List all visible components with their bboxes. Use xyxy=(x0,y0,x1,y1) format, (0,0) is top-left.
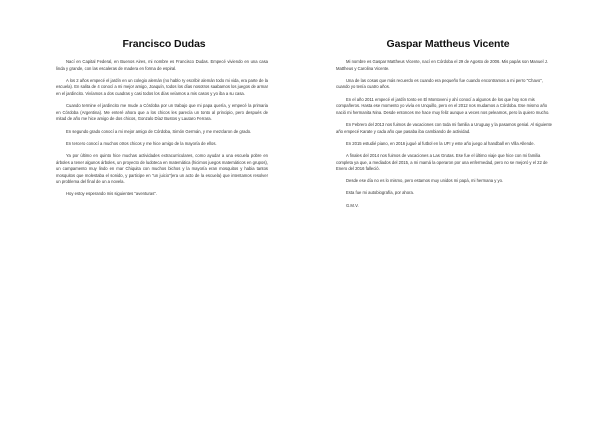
right-paragraph: En el año 2011 empecé el jardín tonto en El Montoveni y ahí conocí a algunos de los que hoy son mis compañeros. Hasta ese momento yo vivía en Unquillo, pero en el 2012 nos mudamos a Córdoba. Ese mismo año nació mi hermanita Nina. Desde entonces me hace muy feliz aunque a veces nos peleamos, pero la quiero mucho. xyxy=(336,96,550,115)
right-paragraph: Mi nombre es Gaspar Mattheus Vicente, nací en Córdoba el 29 de Agosto de 2006. Mis papás son Manuel J. Mattheus y Carolina Vicente. xyxy=(336,59,548,71)
right-column xyxy=(336,38,554,215)
right-title: Gaspar Mattheus Vicente xyxy=(386,38,510,50)
right-paragraph: En Febrero del 2013 nos fuimos de vacaciones con toda mi familia a Uruguay y la pasamos genial. Al siguiente año empecé Karate y cada año que pasaba iba cambiando de actividad. xyxy=(336,121,553,134)
right-paragraph: G.M.V. xyxy=(346,202,359,208)
right-paragraph: Una de las cosas que más recuerdo es cuando era pequeño fue cuando encontramos a mi perro "Chavo", cuando yo tenía cuatro años. xyxy=(336,77,543,90)
left-paragraph: Cuando termine el jardincito me mude a Córdoba por un trabajo que mi papa quería, y empecé la primaria en Córdoba (Argentina). Me enteré ahora que a los chicos les parecía un tonto al principio, pero después de mitad de año me hice amigo de dos chicos, Gonzalo Díaz Bustos y Lautaro Ferrara. xyxy=(56,103,268,122)
left-column xyxy=(56,38,268,204)
left-paragraph: Ya por último en quinto hice muchas actividades extracurriculares, como ayudar a una escuela pobre en árboles a tener algunos árboles, un proyecto de ludoteca en matemática (hicimos juegos matemáticos en grupos), un campamento muy lindo en mar Chiquita con muchos bichos y la mayoría eran mosquitos y habia tantos mosquitos que molestaba el sonido, y participe en "un juicio"(era un acto de la escuela) que intentamos resolver un problema del final de un a novela. xyxy=(56,152,268,185)
right-paragraph: En 2015 estudié piano, en 2016 jugué al futbol en la UFI y este año juego al handball en Villa Allende. xyxy=(346,140,535,146)
left-paragraph: A los 2 años empecé el jardín en un colegio alemán (no hablo ry escribir alemán todo mi vida, era parte de la escuela). En salita de 4 conocí a mi mejor amigo, Joaquín, todos los días nosotros saabamos los juegos de armar en el jardincito. Vivíamos a dos cuadras y casi todos los días veíamos a mis casos y yo iba a su casa. xyxy=(56,77,268,96)
right-paragraph: A finales del 2014 nos fuimos de vacaciones a Las Grutas. Ese fue el último viaje que hice con mi familia completa ya que, a mediados del 2015, a mi mamá la operaron por una enfermedad, pero no se mejoró y el 22 de Enero del 2016 falleció. xyxy=(336,152,548,172)
left-paragraph: En segundo grado conocí a mi mejor amigo de Córdoba, Simón Germán, y me mezclaron de grado. xyxy=(66,128,252,134)
right-paragraph: Esta fue mi autobiografía, por ahora. xyxy=(346,190,414,196)
left-paragraph: Hoy estoy esperando mis siguientes "aventuras". xyxy=(66,191,157,197)
left-paragraph: Nací en Capital Federal, en Buenos Aires, mi nombre es Francisco Dudas. Empecé viviendo en una casa linda y grande, con las escaleras de madera en forma de espiral. xyxy=(56,59,268,71)
left-title: Francisco Dudas xyxy=(122,38,206,50)
left-paragraph: En tercero conocí a muchos otros chicos y me hice amigo de la mayoría de ellos. xyxy=(66,140,217,146)
right-paragraph: Desde ese día no es lo mismo, pero estamos muy unidos mi papá, mi hermana y yo. xyxy=(346,178,504,184)
